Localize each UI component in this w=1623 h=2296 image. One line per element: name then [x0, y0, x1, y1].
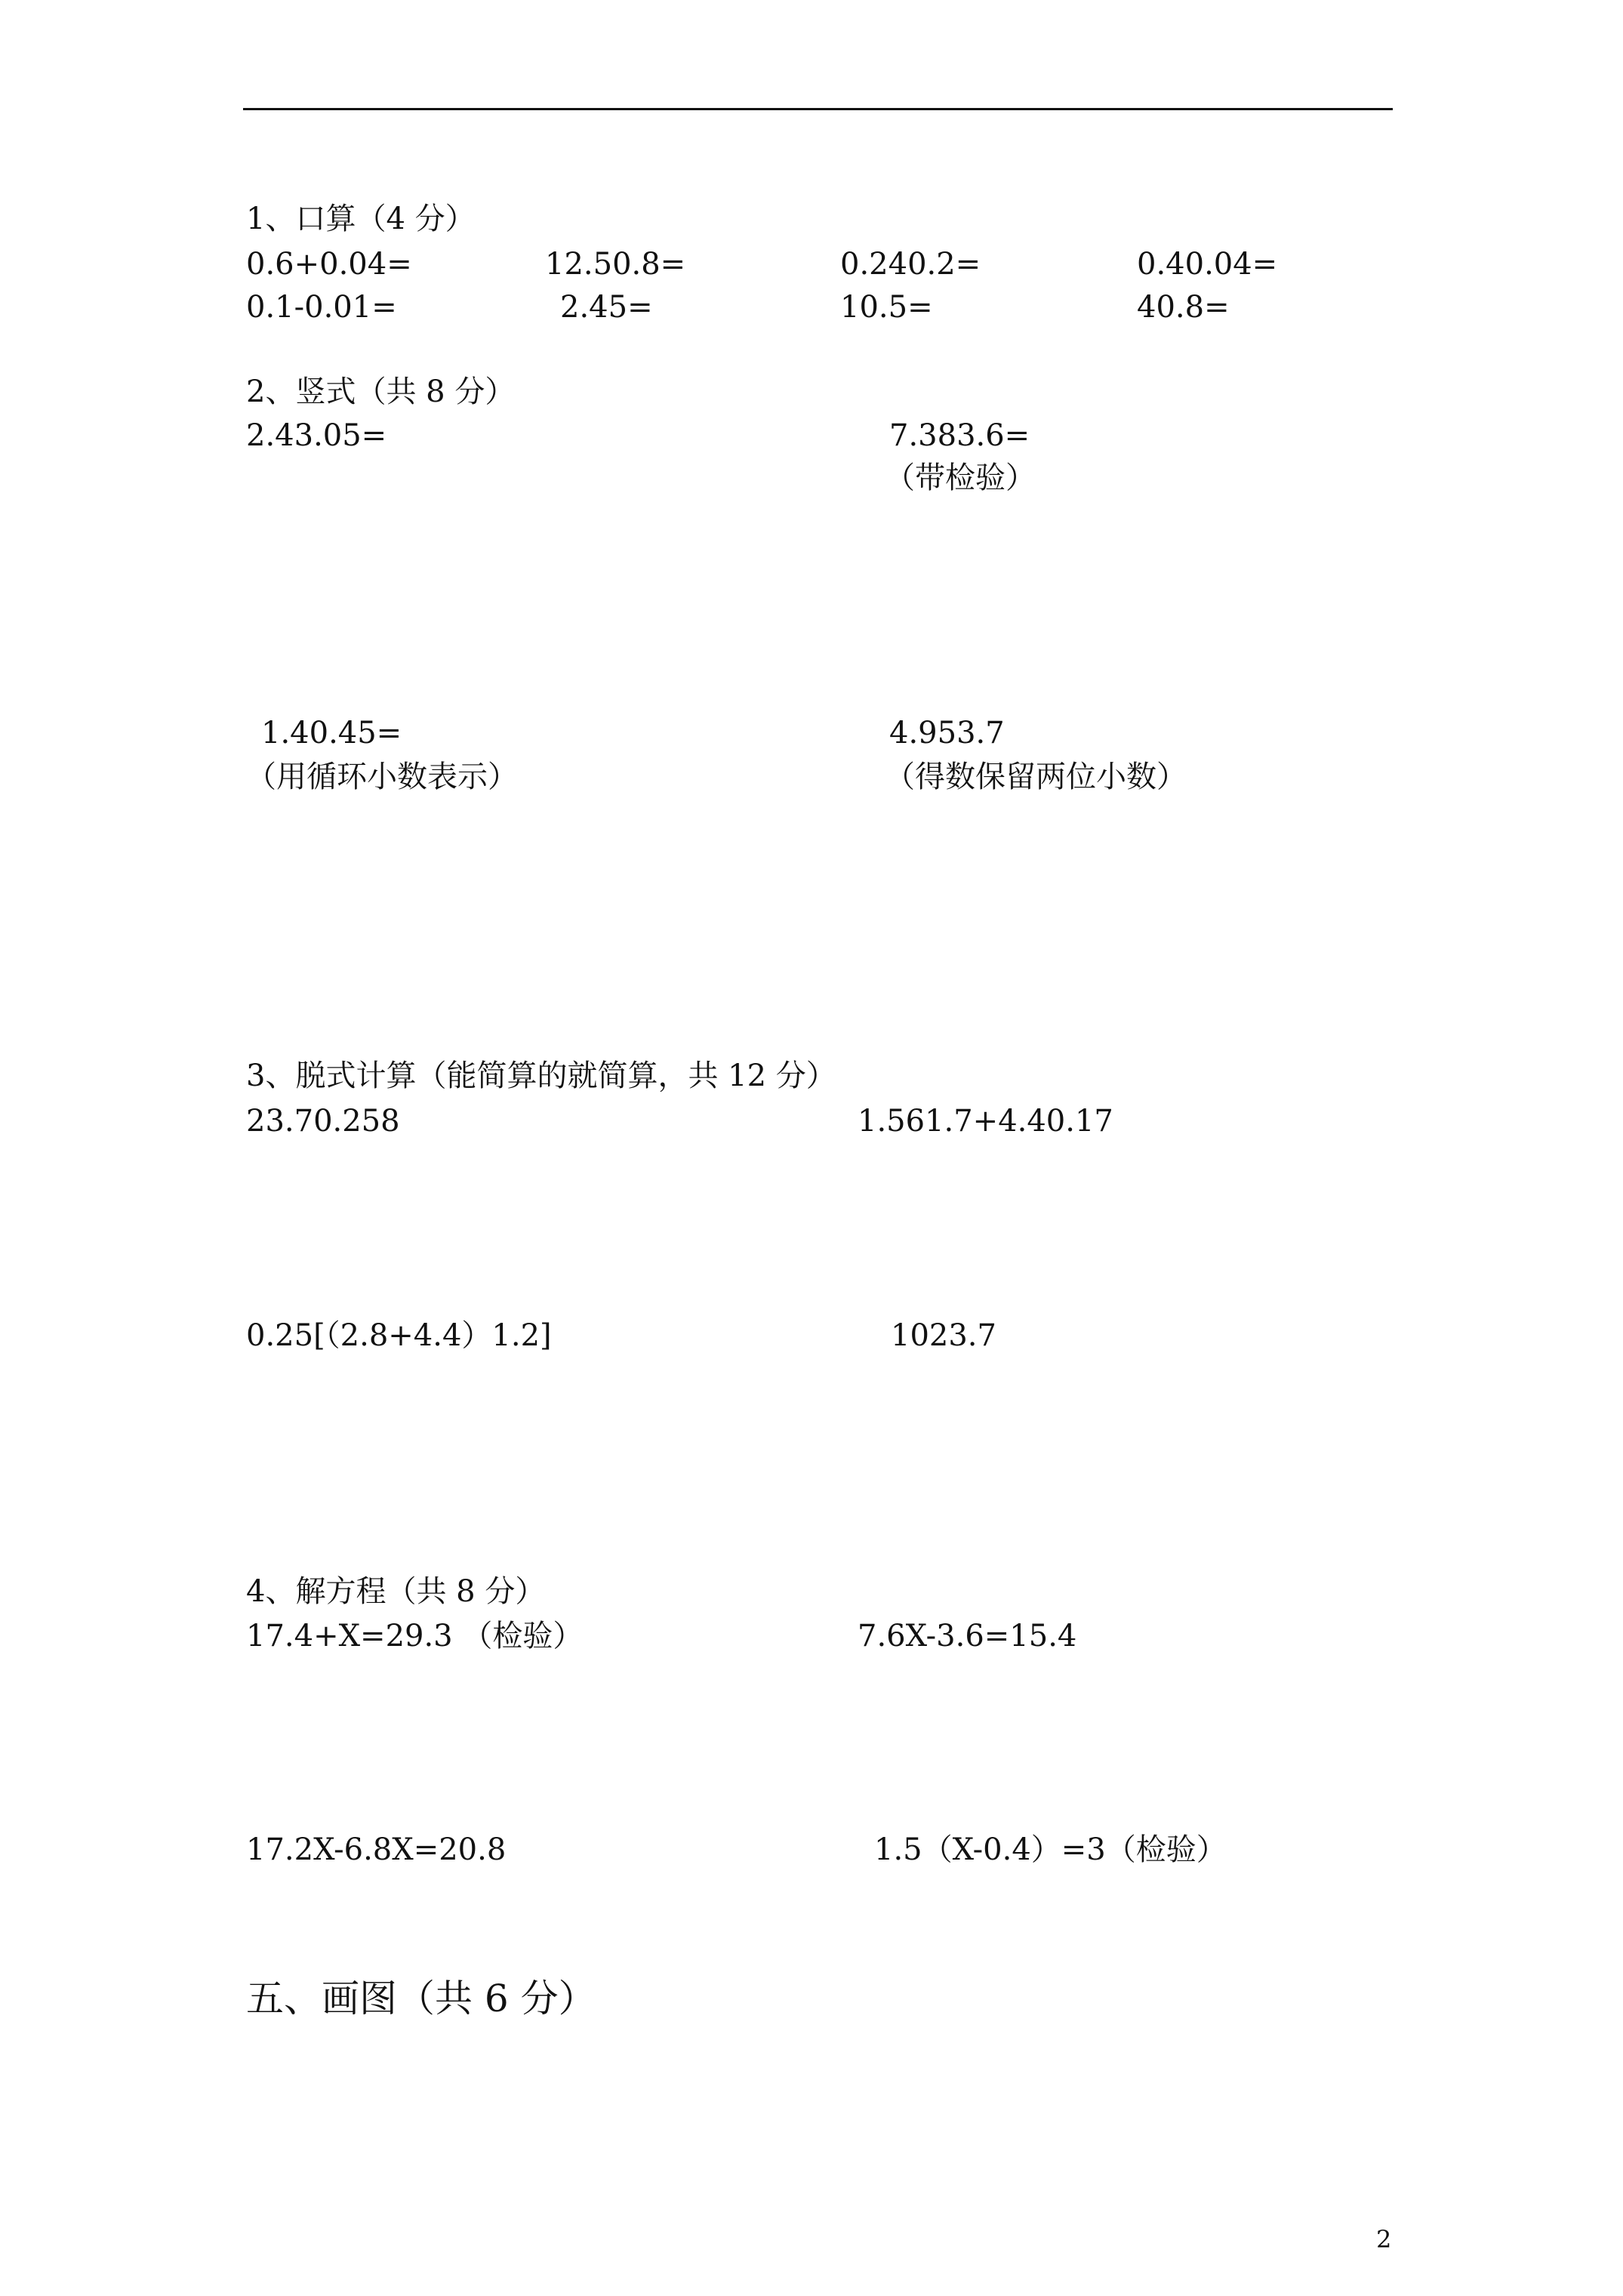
oral-item-4: 0.40.04=: [1137, 247, 1278, 282]
vertical-item-4-note: （得数保留两位小数）: [885, 760, 1187, 794]
stepwise-item-2: 1.561.7+4.40.17: [858, 1104, 1113, 1139]
oral-item-8: 40.8=: [1137, 290, 1230, 325]
oral-item-7: 10.5=: [840, 290, 933, 325]
page-number: 2: [1376, 2225, 1392, 2254]
stepwise-item-1: 23.70.258: [246, 1104, 400, 1139]
section3-heading: 3、脱式计算（能简算的就简算，共 12 分）: [246, 1059, 836, 1093]
vertical-item-4: 4.953.7: [889, 716, 1005, 750]
section2-heading: 2、竖式（共 8 分）: [246, 374, 516, 409]
vertical-item-1: 2.43.05=: [246, 418, 387, 453]
vertical-item-3-note: （用循环小数表示）: [246, 760, 518, 794]
section1-heading: 1、口算（4 分）: [246, 202, 476, 236]
oral-item-1: 0.6+0.04=: [246, 247, 412, 282]
oral-item-2: 12.50.8=: [545, 247, 686, 282]
oral-item-6: 2.45=: [560, 290, 653, 325]
equation-item-4: 1.5（X-0.4）=3（检验）: [874, 1832, 1227, 1867]
equation-item-1: 17.4+X=29.3 （检验）: [246, 1619, 584, 1653]
vertical-item-2: 7.383.6=: [889, 418, 1030, 453]
oral-item-5: 0.1-0.01=: [246, 290, 397, 325]
header-rule: [243, 108, 1393, 110]
equation-item-3: 17.2X-6.8X=20.8: [246, 1832, 507, 1867]
vertical-item-2-note: （带检验）: [885, 461, 1036, 495]
stepwise-item-3: 0.25[（2.8+4.4）1.2]: [246, 1318, 552, 1353]
stepwise-item-4: 1023.7: [891, 1318, 996, 1353]
oral-item-3: 0.240.2=: [840, 247, 981, 282]
equation-item-2: 7.6X-3.6=15.4: [858, 1619, 1077, 1653]
section4-heading: 4、解方程（共 8 分）: [246, 1574, 546, 1609]
vertical-item-3: 1.40.45=: [261, 716, 402, 750]
section5-heading: 五、画图（共 6 分）: [246, 1977, 596, 2020]
